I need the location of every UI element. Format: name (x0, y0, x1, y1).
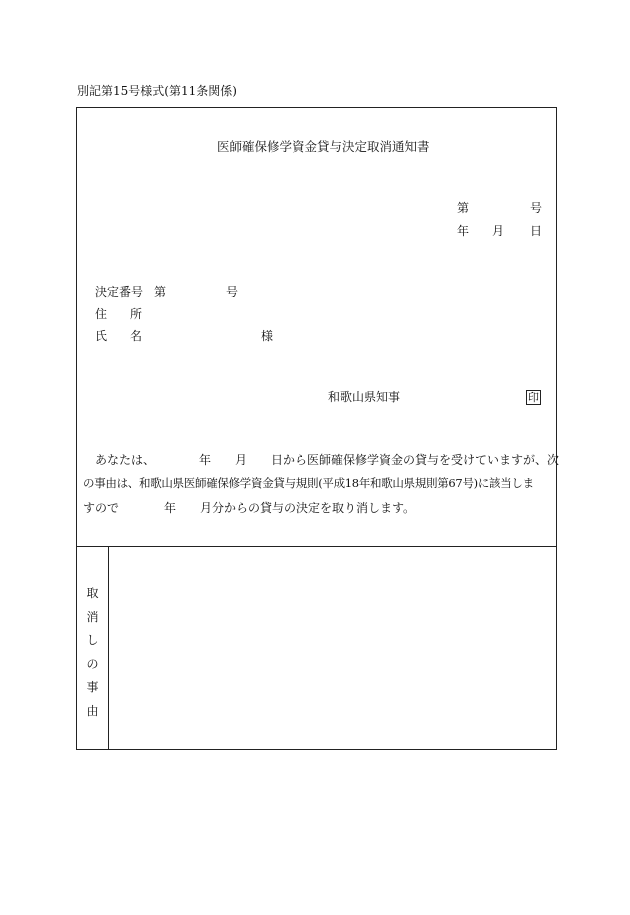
address-label-2: 所 (130, 307, 143, 321)
honorific: 様 (261, 329, 274, 343)
reason-section (77, 546, 556, 750)
reason-label-char: 消 (86, 609, 99, 624)
body-line-3-start: すので (83, 501, 120, 515)
name-label-2: 名 (130, 329, 143, 343)
seal-mark: 印 (528, 391, 539, 404)
address-label-1: 住 (95, 307, 108, 321)
document-title: 医師確保修学資金貸与決定取消通知書 (217, 139, 430, 154)
reason-label-char: の (86, 656, 99, 671)
doc-number-prefix: 第 (457, 201, 470, 215)
body-line-1-start: あなたは、 (95, 453, 156, 467)
date-day-label: 日 (530, 224, 543, 238)
reason-text-area[interactable] (109, 547, 555, 750)
reason-label-char: し (86, 633, 99, 647)
body-line-1-year: 年 (199, 453, 212, 467)
date-month-label: 月 (492, 224, 505, 238)
body-line-1-rest: 日から医師確保修学資金の貸与を受けていますが、次 (271, 453, 560, 467)
body-line-2: の事由は、和歌山県医師確保修学資金貸与規則(平成18年和歌山県規則第67号)に該当しま (83, 476, 534, 490)
reason-label (77, 582, 108, 723)
decision-number-label: 決定番号 (95, 285, 144, 299)
body-line-1-month: 月 (235, 453, 248, 467)
body-line-3-year: 年 (164, 501, 177, 515)
form-header: 別記第15号様式(第11条関係) (77, 84, 237, 98)
decision-number-suffix: 号 (226, 285, 239, 299)
notice-form (76, 107, 560, 750)
reason-label-char: 事 (86, 680, 99, 694)
doc-number-suffix: 号 (530, 201, 543, 215)
date-year-label: 年 (457, 224, 470, 238)
name-label-1: 氏 (95, 329, 108, 343)
reason-label-char: 取 (86, 586, 99, 600)
body-line-3-rest: 月分からの貸与の決定を取り消します。 (200, 501, 416, 515)
issuer-name: 和歌山県知事 (328, 390, 401, 404)
decision-number-prefix: 第 (154, 285, 167, 299)
reason-label-char: 由 (86, 703, 99, 718)
